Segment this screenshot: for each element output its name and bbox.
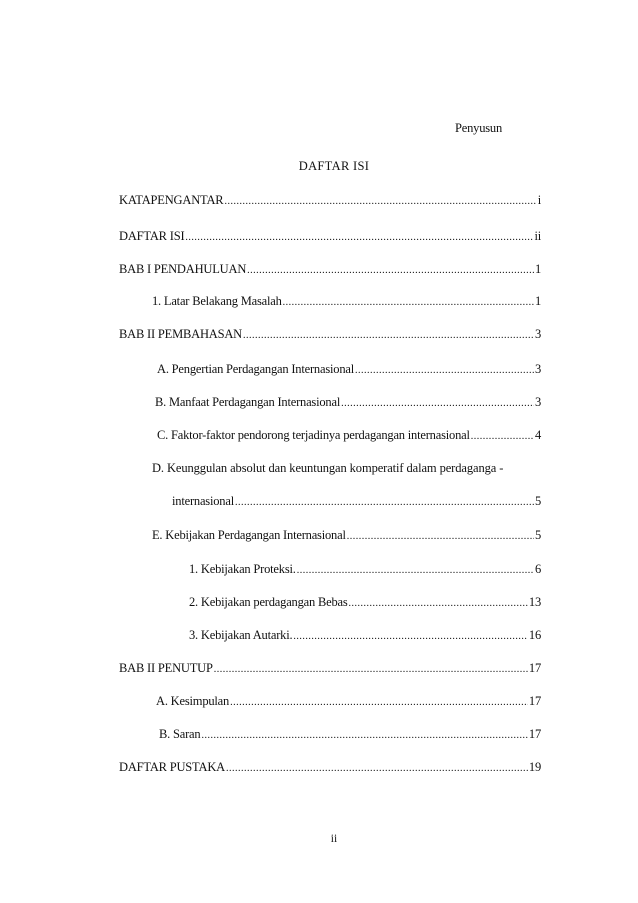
toc-entry-page: 17 [528, 727, 541, 741]
toc-entry-label: DAFTAR ISI [119, 229, 185, 243]
toc-entry [157, 428, 541, 443]
toc-entry-page: 5 [534, 528, 541, 542]
toc-entry-label: A. Pengertian Perdagangan Internasional [157, 362, 354, 376]
toc-entry [152, 294, 541, 309]
toc-entry-page: 4 [534, 428, 541, 442]
toc-entry-label: 3. Kebijakan Autarki. [189, 628, 293, 642]
toc-entry-page: ii [534, 229, 541, 243]
toc-entry-label: 1. Kebijakan Proteksi. [189, 562, 296, 576]
toc-entry-label: B. Saran [159, 727, 201, 741]
toc-entry-label: 2. Kebijakan perdagangan Bebas [189, 595, 348, 609]
toc-entry-label: internasional [172, 494, 234, 508]
toc-entry-page: 1 [534, 294, 541, 308]
toc-entry [119, 262, 541, 277]
toc-entry-label: B. Manfaat Perdagangan Internasional [155, 395, 341, 409]
toc-entry [189, 628, 541, 643]
toc-entry-page: 3 [534, 395, 541, 409]
toc-leader-dots [471, 431, 534, 442]
toc-entry-page: 19 [528, 760, 541, 774]
toc-entry-page: 17 [528, 694, 541, 708]
toc-leader-dots [235, 497, 534, 508]
toc-entry [156, 694, 541, 709]
toc-entry [119, 760, 541, 775]
toc-entry-page: 6 [534, 562, 541, 576]
toc-entry-page: 3 [534, 362, 541, 376]
toc-leader-dots [243, 330, 534, 341]
toc-title: DAFTAR ISI [298, 159, 370, 173]
toc-leader-dots [283, 297, 534, 308]
toc-entry-label: DAFTAR PUSTAKA [119, 760, 225, 774]
toc-leader-dots [341, 398, 534, 409]
toc-entry-page: 17 [528, 661, 541, 675]
toc-leader-dots [293, 631, 527, 642]
toc-entry-page: 1 [534, 262, 541, 276]
toc-entry-label: BAB I PENDAHULUAN [119, 262, 247, 276]
toc-entry [157, 362, 541, 377]
toc-entry [152, 528, 541, 543]
toc-entry [119, 229, 541, 244]
toc-leader-dots [226, 763, 528, 774]
toc-entry [189, 562, 541, 577]
signature-text: Penyusun [455, 121, 503, 135]
toc-entry [189, 595, 541, 610]
toc-entry-label: E. Kebijakan Perdagangan Internasional [152, 528, 346, 542]
toc-entry [172, 494, 541, 509]
toc-leader-dots [347, 531, 534, 542]
toc-leader-dots [214, 664, 528, 675]
toc-entry-label: C. Faktor-faktor pendorong terjadinya perdagangan internasional [157, 428, 470, 442]
toc-entry-label: A. Kesimpulan [156, 694, 230, 708]
toc-entry [119, 193, 541, 208]
toc-entry-page: 5 [534, 494, 541, 508]
toc-leader-dots [230, 697, 528, 708]
toc-entry-wrapped: D. Keunggulan absolut dan keuntungan komperatif dalam perdaganga - [152, 461, 504, 475]
toc-entry-page: 3 [534, 327, 541, 341]
toc-entry-label: BAB II PEMBAHASAN [119, 327, 243, 341]
toc-entry-page: 13 [528, 595, 541, 609]
toc-entry-page: 16 [528, 628, 541, 642]
toc-leader-dots [185, 232, 533, 243]
toc-entry [119, 327, 541, 342]
toc-entry-label: BAB II PENUTUP [119, 661, 213, 675]
toc-entry [119, 661, 541, 676]
toc-leader-dots [247, 265, 534, 276]
toc-leader-dots [201, 730, 527, 741]
toc-leader-dots [224, 196, 536, 207]
toc-leader-dots [349, 598, 528, 609]
toc-leader-dots [355, 365, 534, 376]
toc-entry [159, 727, 541, 742]
toc-entry [155, 395, 541, 410]
toc-entry-label: KATAPENGANTAR [119, 193, 224, 207]
page-number: ii [330, 833, 338, 845]
toc-entry-page: i [537, 193, 541, 207]
toc-entry-label: 1. Latar Belakang Masalah [152, 294, 282, 308]
toc-leader-dots [297, 565, 534, 576]
